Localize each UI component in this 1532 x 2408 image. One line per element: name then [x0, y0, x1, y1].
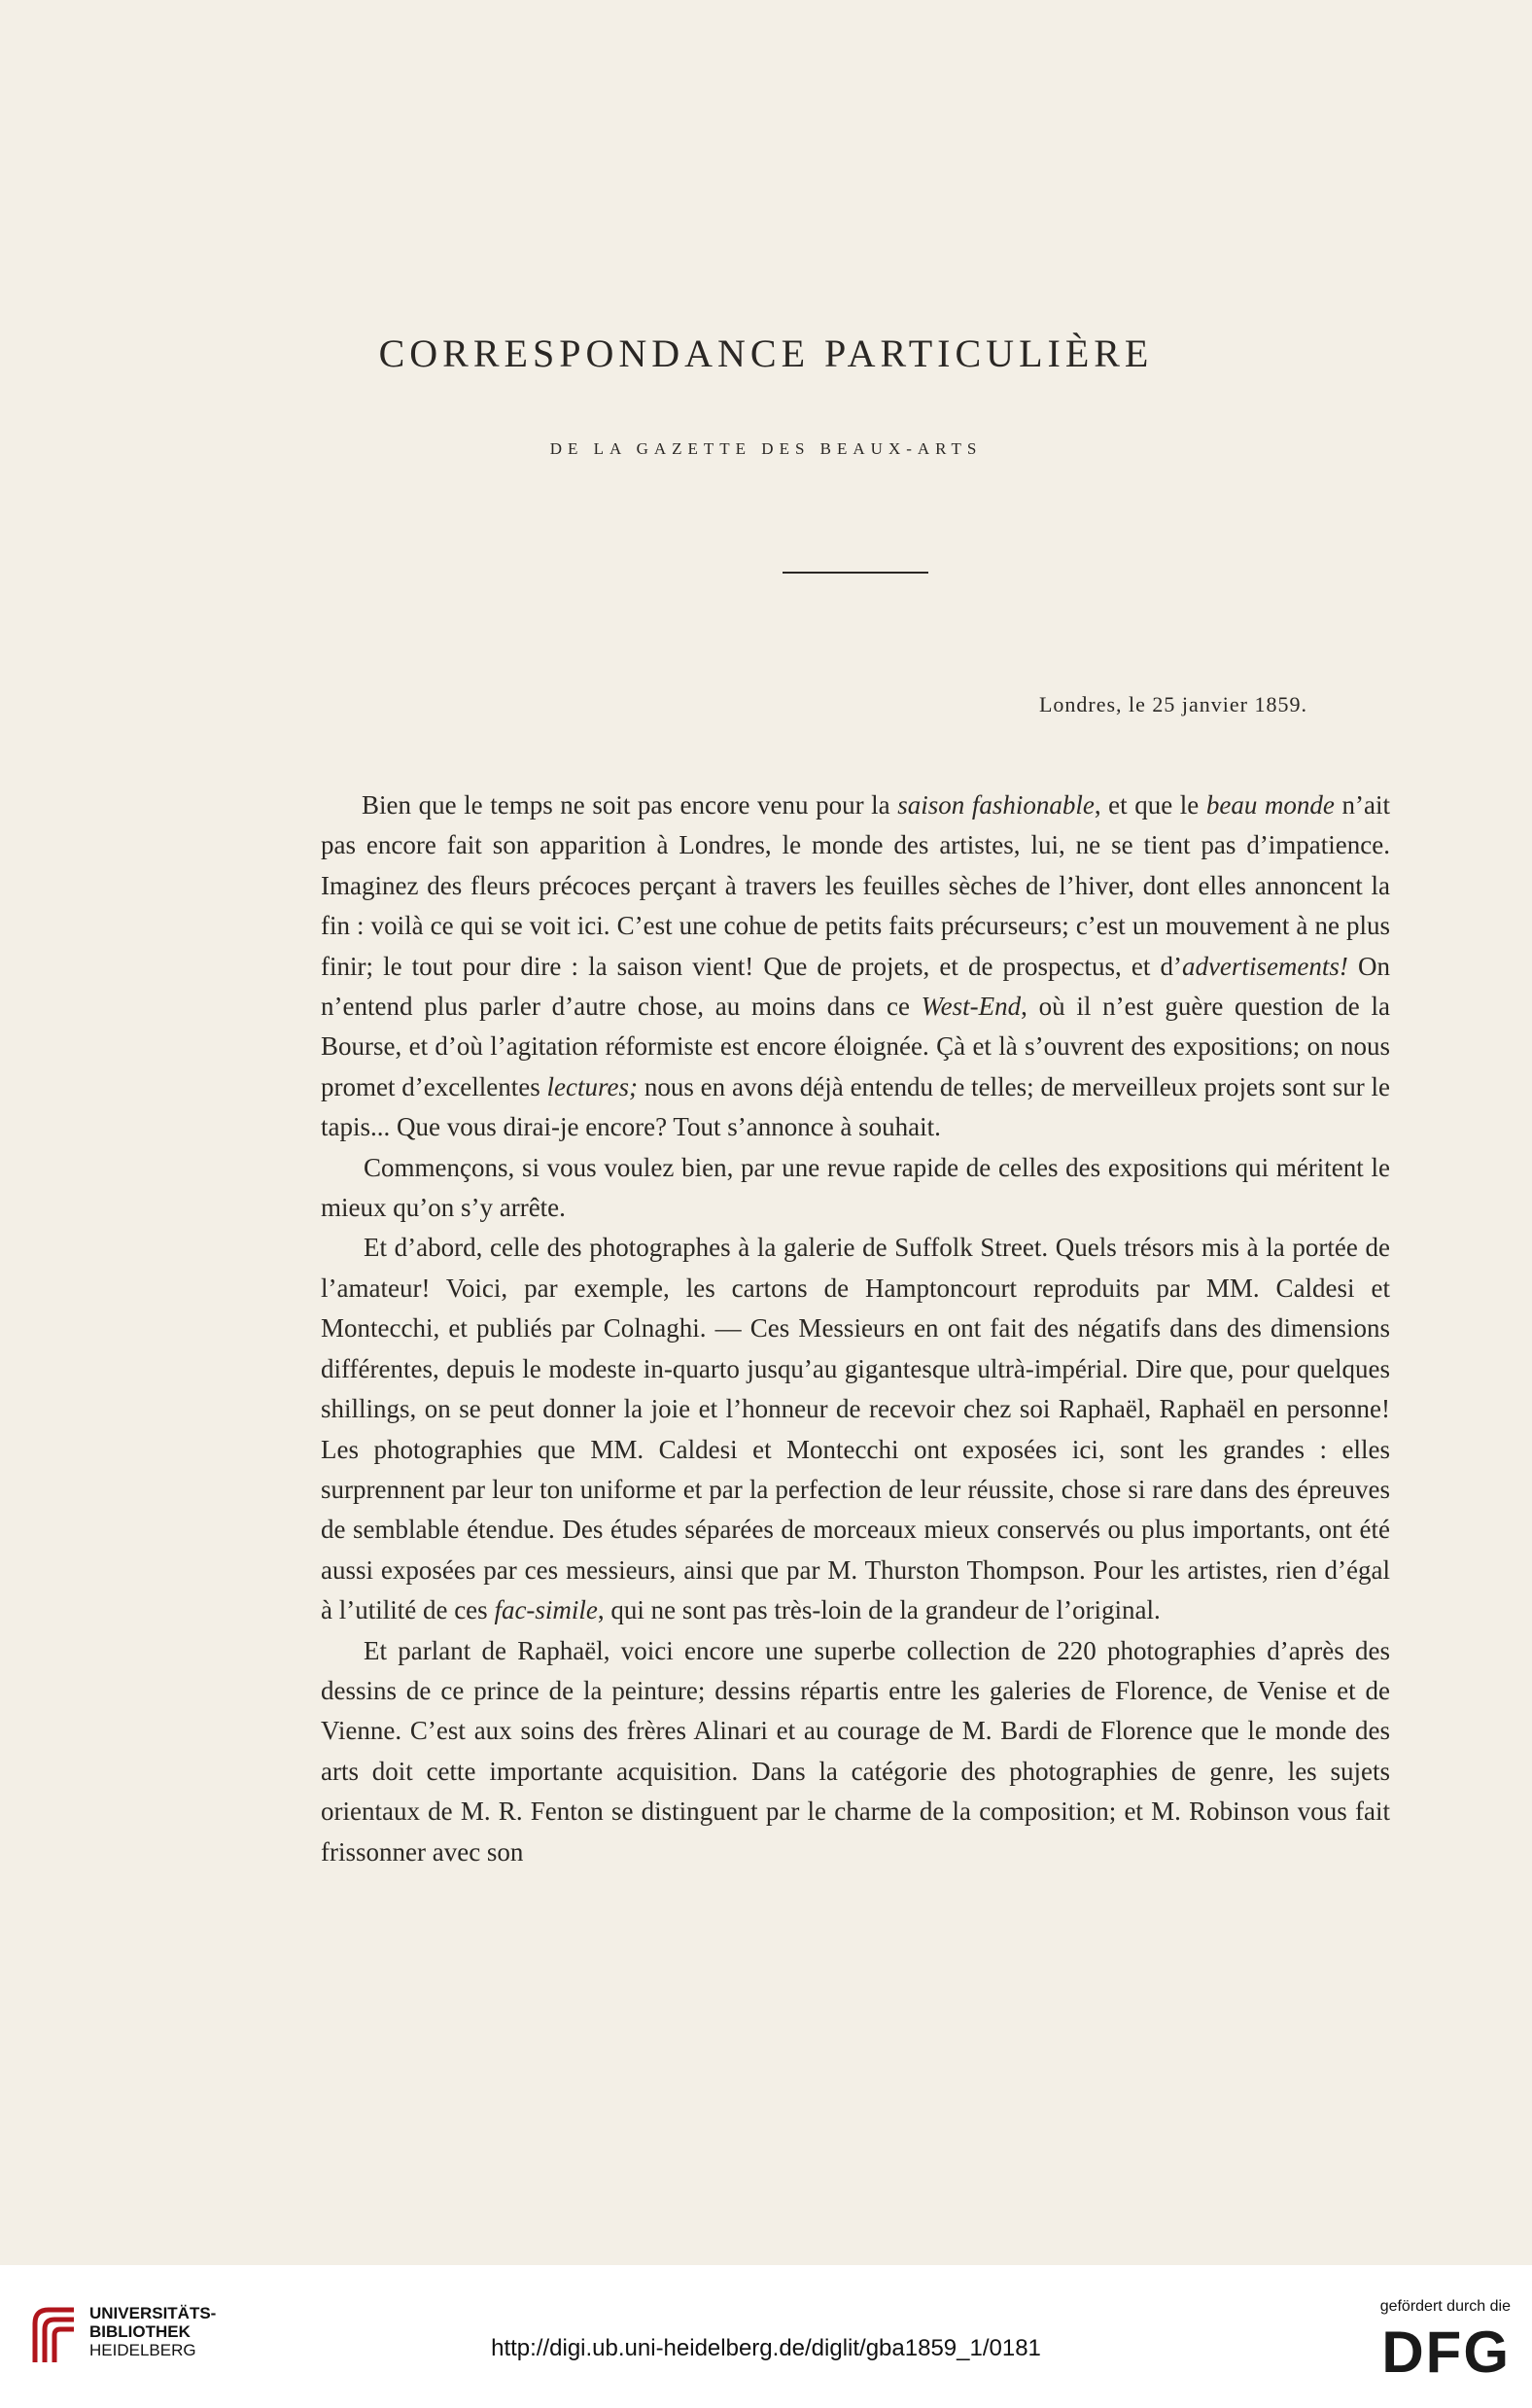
text-run: Et d’abord, celle des photographes à la galerie de Suffolk Street. Quels trésors mis à la portée de l’amateur! Voici, par exemple, les cartons de Hamptoncourt reproduits par MM. Caldesi et Montecchi, et publiés par Colnaghi. — Ces Messieurs en ont fait des négatifs dans des dimensions différentes, depuis le modeste in-quarto jusqu’au gigantesque ultrà-impérial. Dire que, pour quelques shillings, on se peut donner la joie et l’honneur de recevoir chez soi Raphaël, Raphaël en personne! Les photographies que MM. Caldesi et Montecchi ont exposées ici, sont les grandes : elles surprennent par leur ton uniforme et par la perfection de leur réussite, chose si rare dans des épreuves de semblable étendue. Des études séparées de morceaux mieux conservés ou plus importants, ont été aussi exposées par ces messieurs, ainsi que par M. Thurston Thompson. Pour les artistes, rien d’égal à l’utilité de ces — [321, 1233, 1390, 1625]
italic-run: beau monde — [1205, 790, 1335, 820]
text-run: On n’entend plus parler d’autre chose, au moins dans ce — [321, 951, 1391, 1022]
text-run: Commençons, si vous voulez bien, par une revue rapide de celles des expositions qui méritent le mieux qu’on s’y arrête. — [321, 1152, 1390, 1223]
italic-run: West-End — [921, 992, 1022, 1022]
text-run: , où il n’est guère question de la Bourse, et d’où l’agitation réformiste est encore éloignée. Çà et là s’ouvrent des expositions; on nous promet d’excellentes — [321, 992, 1390, 1101]
text-run: Et parlant de Raphaël, voici encore une superbe collection de 220 photographies d’après des dessins de ce prince de la peinture; dessins répartis entre les galeries de Florence, de Venise et de Vienne. C’est aux soins des frères Alinari et au courage de M. Bardi de Florence que le monde des arts doit cette importante acquisition. Dans la catégorie des photographies de genre, les sujets orientaux de M. R. Fenton se distinguent par le charme de la composition; et M. Robinson vous fait frissonner avec son — [321, 1635, 1390, 1867]
footer-bar — [0, 2265, 1532, 2408]
article-title: CORRESPONDANCE PARTICULIÈRE — [378, 332, 1154, 375]
article-body — [321, 785, 1390, 1872]
article-subtitle: DE LA GAZETTE DES BEAUX-ARTS — [549, 439, 983, 458]
funding-label: gefördert durch die — [1379, 2298, 1511, 2315]
text-run: nous en avons déjà entendu de telles; de merveilleux projets sont sur le tapis... Que vous dirai-je encore? Tout s’annonce à souhait. — [321, 1071, 1390, 1142]
text-run: n’ait pas encore fait son apparition à Londres, le monde des artistes, lui, ne se tient pas d’impatience. Imaginez des fleurs précoces perçant à travers les feuilles sèches de l’hiver, dont elles annoncent la fin : voilà ce qui se voit ici. C’est une cohue de petits faits précurseurs; c’est un mouvement à ne plus finir; le tout pour dire : la saison vient! Que de projets, et de prospectus, et d’ — [321, 790, 1390, 981]
paragraph-2 — [321, 1148, 1390, 1229]
italic-run: lectures; — [546, 1071, 639, 1101]
text-run: , et que le — [1094, 790, 1206, 820]
dfg-logo: DFG — [1381, 2320, 1511, 2385]
paragraph-1 — [321, 785, 1390, 1148]
text-run: , qui ne sont pas très-loin de la grandeur de l’original. — [597, 1595, 1161, 1625]
italic-run: saison fashionable — [897, 790, 1095, 820]
text-run: Bien que le temps ne soit pas encore venu pour la — [362, 790, 898, 820]
dateline: Londres, le 25 janvier 1859. — [1038, 692, 1307, 716]
italic-run: fac-simile — [494, 1595, 598, 1625]
title-divider — [783, 572, 928, 574]
italic-run: advertisements! — [1181, 951, 1348, 981]
paragraph-4 — [321, 1631, 1390, 1872]
permalink-url[interactable]: http://digi.ub.uni-heidelberg.de/diglit/gba1859_1/0181 — [491, 2335, 1041, 2361]
library-name: UNIVERSITÄTS- BIBLIOTHEK HEIDELBERG — [89, 2304, 217, 2359]
paragraph-3 — [321, 1228, 1390, 1630]
